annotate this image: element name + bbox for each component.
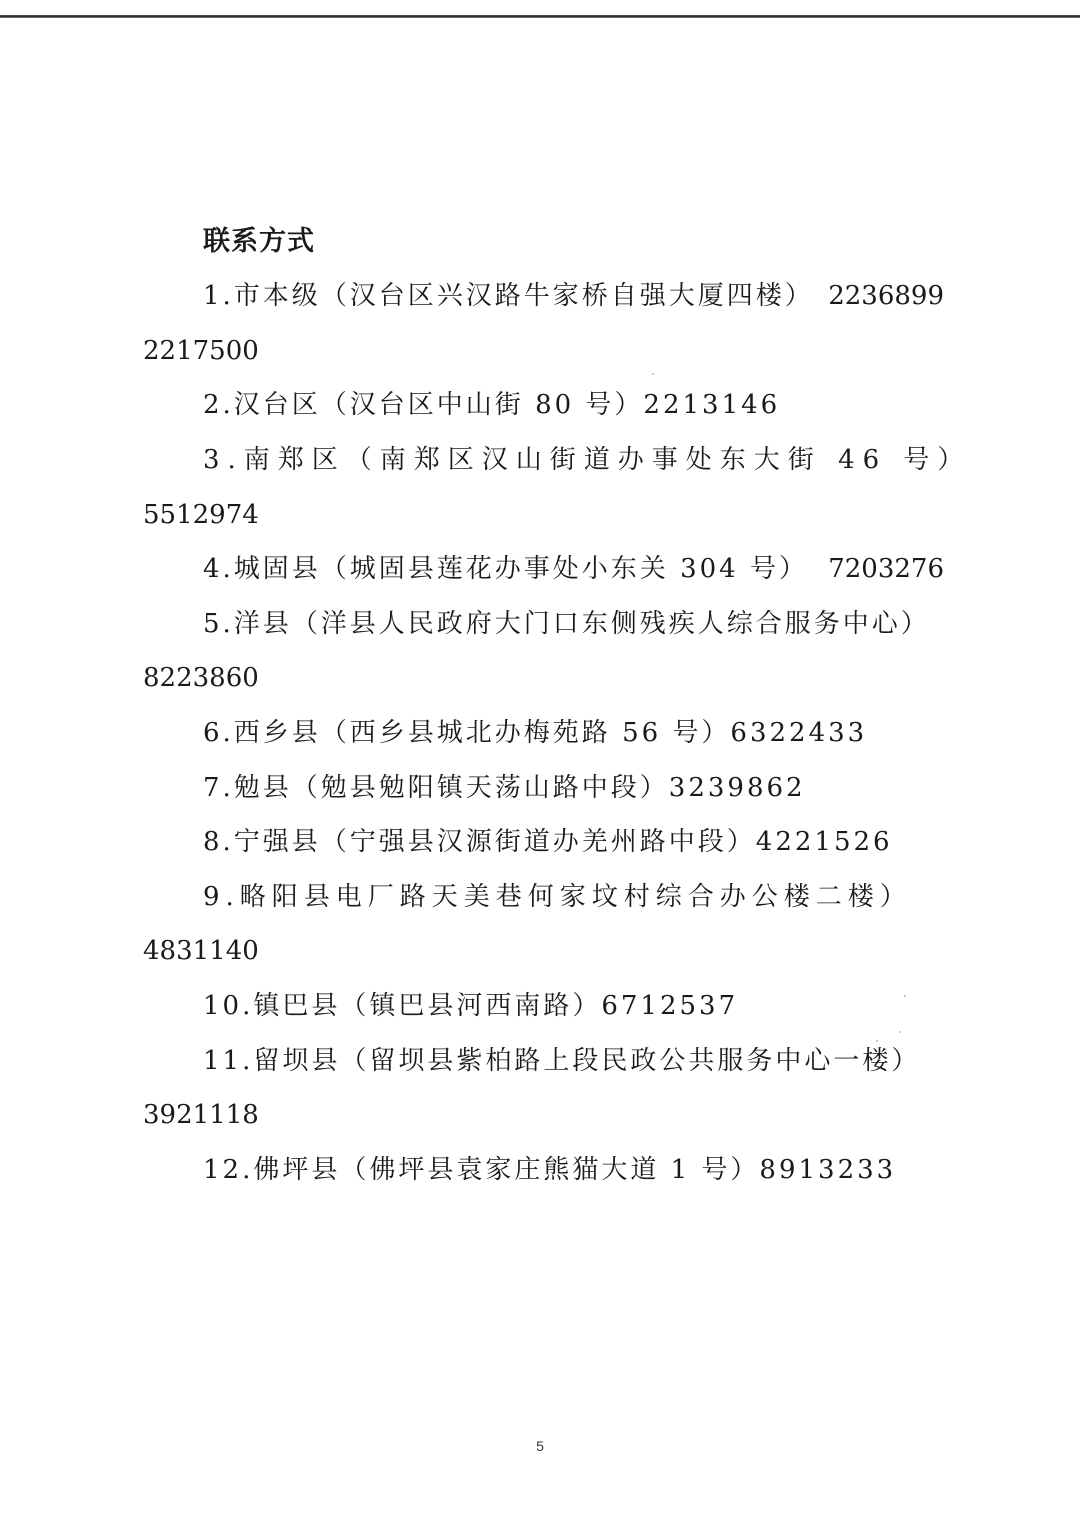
entry-5-text: 5.洋县（洋县人民政府大门口东侧残疾人综合服务中心） xyxy=(203,609,930,639)
entry-6-text: 6.西乡县（西乡县城北办梅苑路 56 号）6322433 xyxy=(203,718,868,748)
contact-heading: 联系方式 xyxy=(203,226,315,257)
entry-2-text: 2.汉台区（汉台区中山街 80 号）2213146 xyxy=(203,390,781,420)
entry-11-text: 11.留坝县（留坝县紫柏路上段民政公共服务中心一楼） xyxy=(203,1046,921,1076)
entry-9-text: 9.略阳县电厂路天美巷何家坟村综合办公楼二楼） xyxy=(203,882,912,912)
entry-1-phone: 2236899 xyxy=(828,281,944,311)
scan-speck xyxy=(652,373,654,375)
scan-speck xyxy=(899,1031,901,1033)
page-number: 5 xyxy=(536,1438,544,1454)
scan-top-border xyxy=(0,15,1080,18)
entry-5-continuation: 8223860 xyxy=(143,663,259,693)
entry-3-text: 3.南郑区（南郑区汉山街道办事处东大街 46 号） xyxy=(203,445,972,475)
entry-4-phone: 7203276 xyxy=(828,554,944,584)
entry-1-continuation: 2217500 xyxy=(143,336,259,366)
entry-4-text: 4.城固县（城固县莲花办事处小东关 304 号） xyxy=(203,554,808,584)
entry-8-text: 8.宁强县（宁强县汉源街道办羌州路中段）4221526 xyxy=(203,827,893,857)
entry-1-text: 1.市本级（汉台区兴汉路牛家桥自强大厦四楼） xyxy=(203,281,814,311)
scan-speck xyxy=(876,1040,878,1042)
entry-3-continuation: 5512974 xyxy=(143,500,259,530)
entry-10-text: 10.镇巴县（镇巴县河西南路）6712537 xyxy=(203,991,739,1021)
entry-12-text: 12.佛坪县（佛坪县袁家庄熊猫大道 1 号）8913233 xyxy=(203,1155,897,1185)
scan-speck xyxy=(904,995,906,997)
entry-9-continuation: 4831140 xyxy=(143,936,259,966)
entry-7-text: 7.勉县（勉县勉阳镇天荡山路中段）3239862 xyxy=(203,773,806,803)
entry-11-continuation: 3921118 xyxy=(143,1100,259,1130)
